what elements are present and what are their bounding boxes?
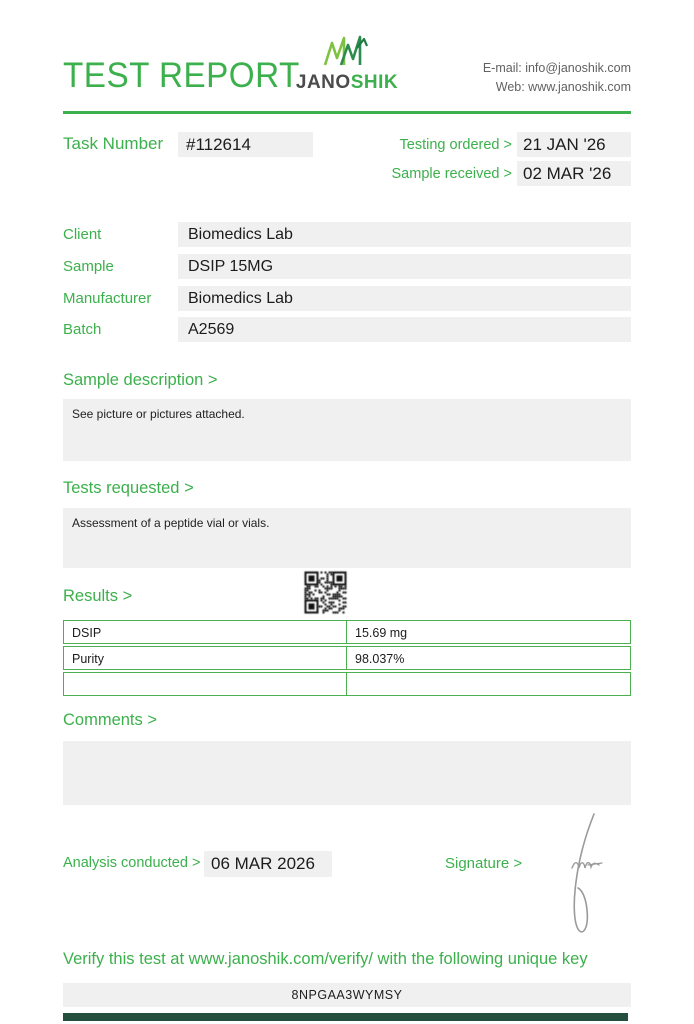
manufacturer-label: Manufacturer: [63, 290, 152, 307]
qr-code: [303, 570, 348, 615]
result-value-cell: 98.037%: [346, 646, 631, 670]
signature-label: Signature >: [445, 855, 523, 872]
contact-web: Web: www.janoshik.com: [495, 79, 631, 94]
analysis-conducted-label: Analysis conducted >: [63, 855, 201, 871]
batch-label: Batch: [63, 321, 102, 338]
result-name-cell: Purity: [63, 646, 347, 670]
result-value-cell: [346, 672, 631, 696]
table-row: [63, 646, 631, 670]
logo-part-shik: SHIK: [350, 72, 399, 93]
comments-heading: Comments >: [63, 711, 157, 729]
table-row: [63, 672, 631, 696]
sample-received-label: Sample received >: [391, 166, 512, 182]
sample-label: Sample: [63, 258, 114, 275]
header-divider: [63, 111, 631, 114]
task-number-value: #112614: [178, 132, 313, 157]
sample-value: DSIP 15MG: [178, 254, 631, 279]
result-name-cell: [63, 672, 347, 696]
manufacturer-value: Biomedics Lab: [178, 286, 631, 311]
testing-ordered-label: Testing ordered >: [399, 137, 512, 153]
comments-box: [63, 741, 631, 805]
sample-description-box: See picture or pictures attached.: [63, 399, 631, 461]
verify-instruction: Verify this test at www.janoshik.com/verify/ with the following unique key: [63, 950, 588, 968]
results-heading: Results >: [63, 587, 133, 605]
tests-requested-heading: Tests requested >: [63, 479, 194, 497]
results-table: [63, 620, 631, 698]
testing-ordered-value: 21 JAN '26: [517, 132, 631, 157]
logo-chart-icon: [321, 34, 371, 73]
bottom-bar: [63, 1013, 628, 1021]
result-value-cell: 15.69 mg: [346, 620, 631, 644]
logo-wordmark: [272, 72, 422, 94]
sample-description-heading: Sample description >: [63, 371, 218, 389]
client-label: Client: [63, 226, 102, 243]
table-row: [63, 620, 631, 644]
result-name-cell: DSIP: [63, 620, 347, 644]
logo-part-jano: JANO: [295, 72, 351, 93]
tests-requested-box: Assessment of a peptide vial or vials.: [63, 508, 631, 568]
batch-value: A2569: [178, 317, 631, 342]
client-value: Biomedics Lab: [178, 222, 631, 247]
contact-info: [483, 59, 631, 96]
unique-key-value: 8NPGAA3WYMSY: [63, 983, 631, 1007]
contact-email: E-mail: info@janoshik.com: [482, 61, 631, 75]
signature-image: [548, 810, 612, 943]
analysis-date-value: 06 MAR 2026: [204, 851, 332, 877]
page-title: TEST REPORT: [63, 56, 300, 95]
sample-received-value: 02 MAR '26: [517, 161, 631, 186]
task-number-label: Task Number: [63, 134, 164, 153]
